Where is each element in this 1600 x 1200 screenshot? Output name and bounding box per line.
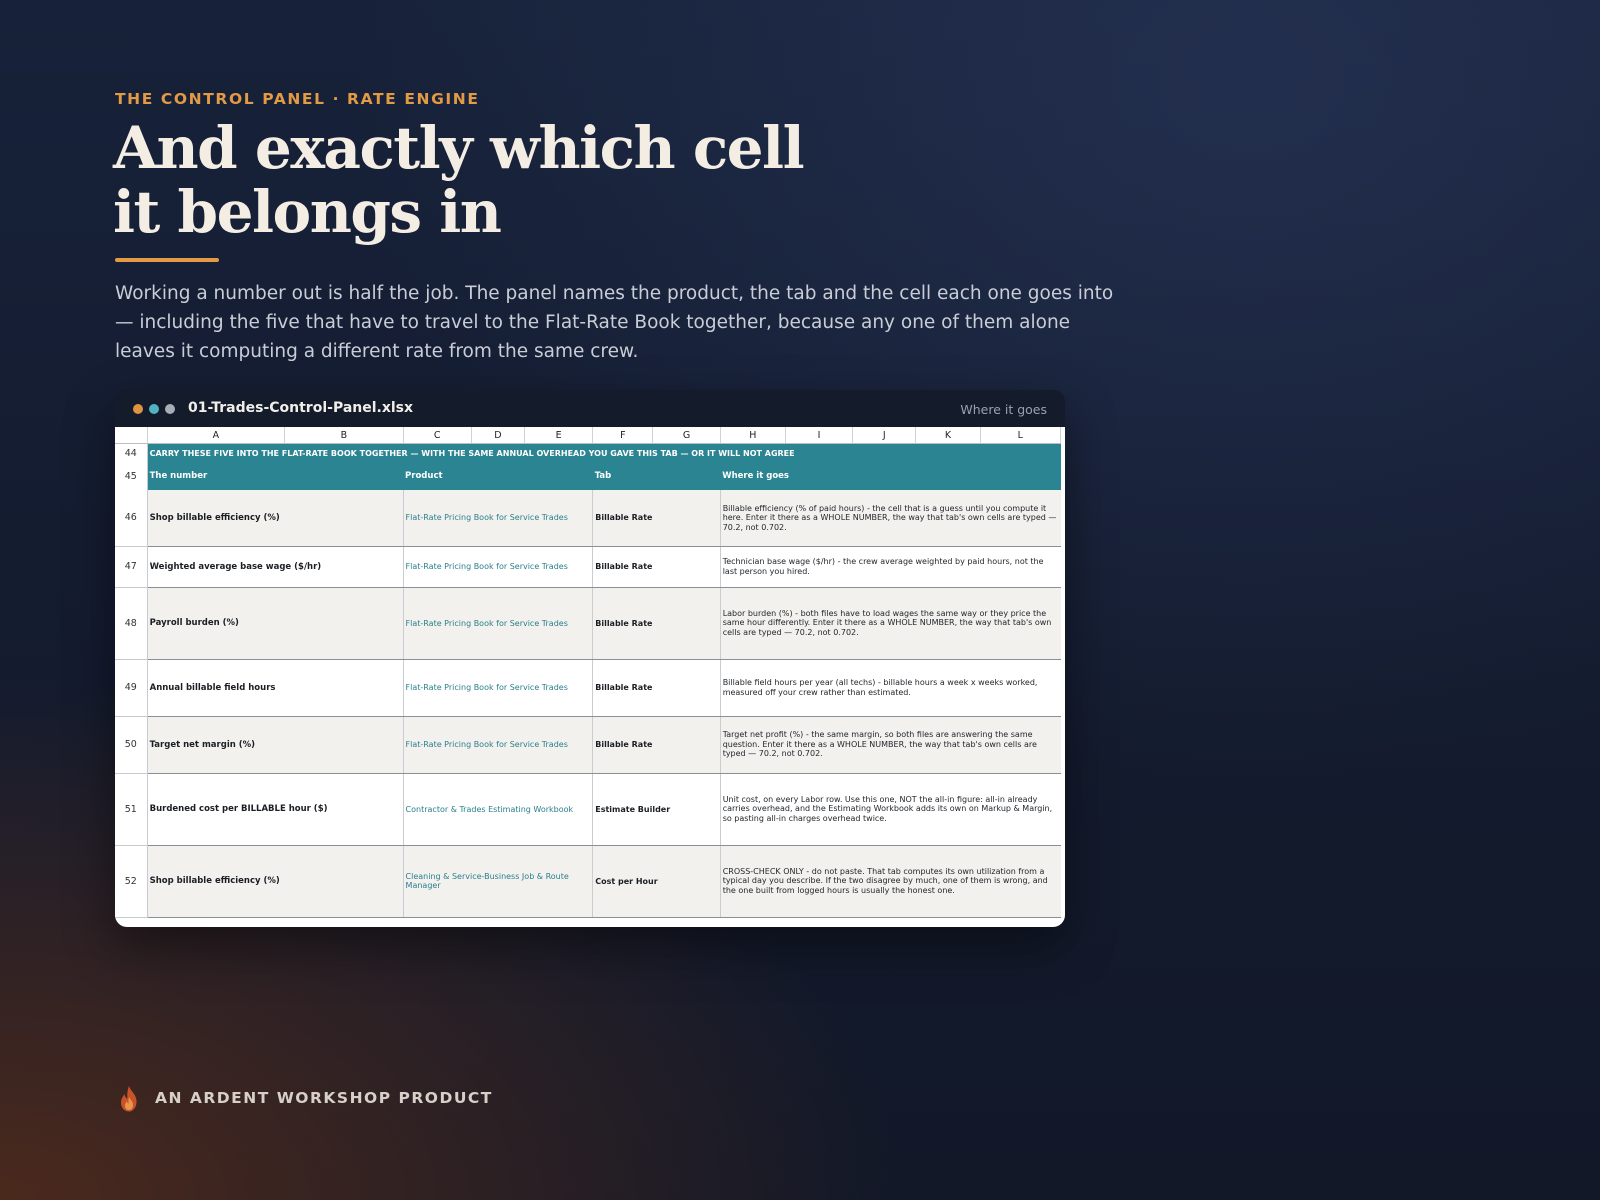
cell-product[interactable]: Flat-Rate Pricing Book for Service Trades xyxy=(403,587,593,659)
eyebrow: THE CONTROL PANEL · RATE ENGINE xyxy=(115,90,480,108)
cell-where[interactable]: Billable field hours per year (all techs) - billable hours a week x weeks worked, measured off your crew rather than estimated. xyxy=(720,659,1060,716)
column-header-k[interactable]: K xyxy=(916,427,980,444)
column-header-f[interactable]: F xyxy=(593,427,653,444)
cell-product[interactable]: Contractor & Trades Estimating Workbook xyxy=(403,773,593,845)
table-row xyxy=(115,490,1061,546)
cell-tab[interactable]: Estimate Builder xyxy=(593,773,720,845)
band-row xyxy=(115,444,1061,463)
column-header-c[interactable]: C xyxy=(403,427,471,444)
cell-product[interactable]: Cleaning & Service-Business Job & Route Manager xyxy=(403,845,593,917)
cell-where[interactable]: Target net profit (%) - the same margin, so both files are answering the same question. Enter it there as a WHOLE NUMBER, the way that tab's own cells are typed — 70.2, not 0.702. xyxy=(720,716,1060,773)
spreadsheet-window xyxy=(115,390,1065,927)
lede-paragraph: Working a number out is half the job. The panel names the product, the tab and the cell each one goes into — including the five that have to travel to the Flat-Rate Book together, because any one of them alone leaves it computing a different rate from the same crew. xyxy=(115,283,1114,362)
page-title-line-2: it belongs in xyxy=(113,178,501,246)
table-row xyxy=(115,546,1061,587)
cell-number[interactable]: Weighted average base wage ($/hr) xyxy=(147,546,403,587)
cell-where[interactable]: Unit cost, on every Labor row. Use this one, NOT the all-in figure: all-in already carries overhead, and the Estimating Workbook adds its own on Markup & Margin, so pasting all-in charges overhead twice. xyxy=(720,773,1060,845)
row-number[interactable]: 52 xyxy=(115,845,147,917)
cell-tab[interactable]: Billable Rate xyxy=(593,546,720,587)
cell-product[interactable]: Flat-Rate Pricing Book for Service Trades xyxy=(403,659,593,716)
column-header-a[interactable]: A xyxy=(147,427,285,444)
cell-tab[interactable]: Billable Rate xyxy=(593,490,720,546)
row-number[interactable]: 44 xyxy=(115,444,147,463)
header-cell-tab[interactable]: Tab xyxy=(593,462,720,490)
cell-product[interactable]: Flat-Rate Pricing Book for Service Trades xyxy=(403,490,593,546)
flame-icon xyxy=(117,1085,141,1113)
column-header-g[interactable]: G xyxy=(653,427,720,444)
table-row xyxy=(115,845,1061,917)
cell-product[interactable]: Flat-Rate Pricing Book for Service Trades xyxy=(403,716,593,773)
header-cell-where[interactable]: Where it goes xyxy=(720,462,1060,490)
column-header-h[interactable]: H xyxy=(720,427,785,444)
table-row xyxy=(115,659,1061,716)
table-row xyxy=(115,587,1061,659)
column-header-b[interactable]: B xyxy=(285,427,403,444)
table-row xyxy=(115,773,1061,845)
accent-divider xyxy=(115,258,219,262)
row-number[interactable]: 46 xyxy=(115,490,147,546)
column-header-d[interactable]: D xyxy=(471,427,524,444)
cell-number[interactable]: Annual billable field hours xyxy=(147,659,403,716)
table-row xyxy=(115,716,1061,773)
window-dot-teal xyxy=(149,404,159,414)
band-cell[interactable]: CARRY THESE FIVE INTO THE FLAT-RATE BOOK TOGETHER — WITH THE SAME ANNUAL OVERHEAD YOU GAVE THIS TAB — OR IT WILL NOT AGREE xyxy=(147,444,1060,463)
page-title-line-1: And exactly which cell xyxy=(113,114,804,182)
cell-where[interactable]: CROSS-CHECK ONLY - do not paste. That tab computes its own utilization from a typical day you describe. If the two disagree by much, one of them is wrong, and the one built from logged hours is usually the honest one. xyxy=(720,845,1060,917)
spreadsheet-grid xyxy=(115,427,1061,918)
window-dot-orange xyxy=(133,404,143,414)
window-titlebar xyxy=(115,390,1065,427)
cell-where[interactable]: Labor burden (%) - both files have to load wages the same way or they price the same hour differently. Enter it there as a WHOLE NUMBER, the way that tab's own cells are typed — 70.2, not 0.702. xyxy=(720,587,1060,659)
row-number[interactable]: 50 xyxy=(115,716,147,773)
cell-number[interactable]: Burdened cost per BILLABLE hour ($) xyxy=(147,773,403,845)
cell-tab[interactable]: Billable Rate xyxy=(593,716,720,773)
cell-product[interactable]: Flat-Rate Pricing Book for Service Trades xyxy=(403,546,593,587)
column-header-j[interactable]: J xyxy=(853,427,916,444)
cell-where[interactable]: Technician base wage ($/hr) - the crew average weighted by paid hours, not the last person you hired. xyxy=(720,546,1060,587)
page-title xyxy=(113,116,1013,244)
footer-brand-label: AN ARDENT WORKSHOP PRODUCT xyxy=(155,1089,493,1107)
column-header-i[interactable]: I xyxy=(785,427,852,444)
cell-tab[interactable]: Billable Rate xyxy=(593,659,720,716)
row-number[interactable]: 49 xyxy=(115,659,147,716)
table-header-row xyxy=(115,462,1061,490)
cell-tab[interactable]: Billable Rate xyxy=(593,587,720,659)
cell-number[interactable]: Payroll burden (%) xyxy=(147,587,403,659)
row-number[interactable]: 47 xyxy=(115,546,147,587)
select-all-corner[interactable] xyxy=(115,427,147,444)
cell-number[interactable]: Shop billable efficiency (%) xyxy=(147,490,403,546)
cell-where[interactable]: Billable efficiency (% of paid hours) - the cell that is a guess until you compute it here. Enter it there as a WHOLE NUMBER, the way that tab's own cells are typed — 70.2, not 0.702. xyxy=(720,490,1060,546)
row-number[interactable]: 51 xyxy=(115,773,147,845)
spreadsheet-sheet xyxy=(115,427,1065,927)
cell-tab[interactable]: Cost per Hour xyxy=(593,845,720,917)
row-number[interactable]: 48 xyxy=(115,587,147,659)
cell-number[interactable]: Shop billable efficiency (%) xyxy=(147,845,403,917)
column-header-l[interactable]: L xyxy=(980,427,1060,444)
row-number[interactable]: 45 xyxy=(115,462,147,490)
column-header-row xyxy=(115,427,1061,444)
column-header-e[interactable]: E xyxy=(524,427,592,444)
window-file-name: 01-Trades-Control-Panel.xlsx xyxy=(188,400,414,416)
header-cell-product[interactable]: Product xyxy=(403,462,593,490)
header-cell-number[interactable]: The number xyxy=(147,462,403,490)
window-dot-grey xyxy=(165,404,175,414)
window-caption: Where it goes xyxy=(960,402,1047,417)
cell-number[interactable]: Target net margin (%) xyxy=(147,716,403,773)
